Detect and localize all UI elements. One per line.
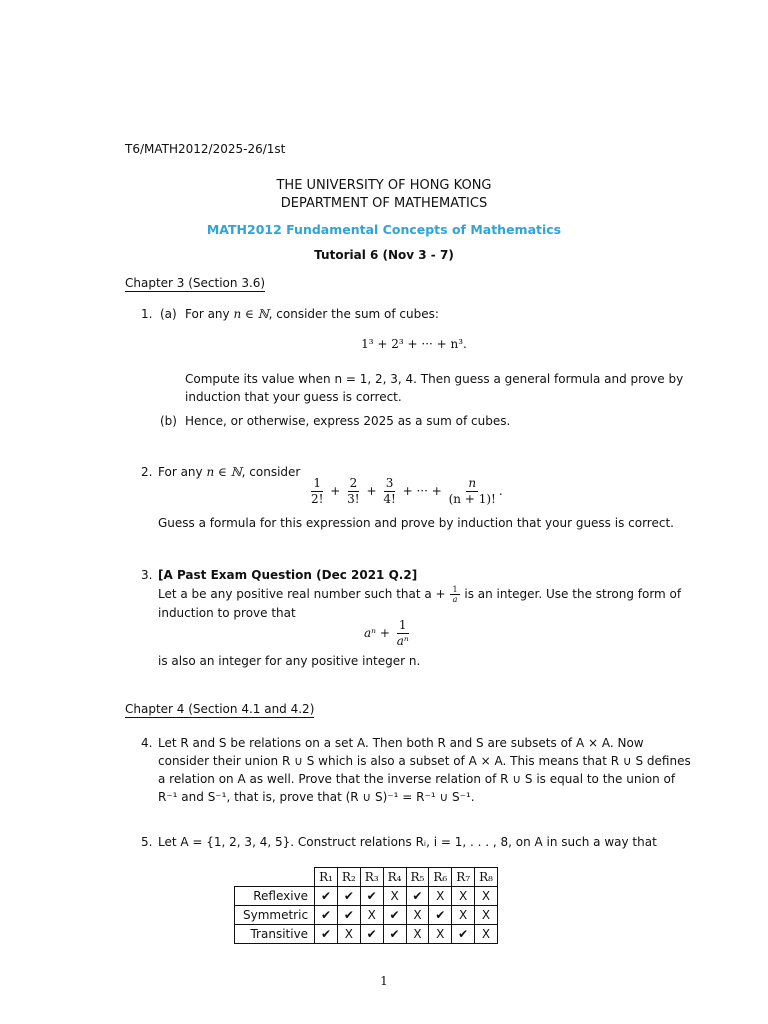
q2-term-2: $\frac{2}{3!}$ <box>347 476 360 506</box>
q3-line-2: induction to prove that <box>158 606 296 620</box>
q3-formula: aⁿ + $\frac{1}{\text{aⁿ}}$ <box>364 618 409 648</box>
table-cell: X <box>429 925 452 944</box>
table-row-label: Symmetric <box>235 906 315 925</box>
table-cell: X <box>475 887 498 906</box>
q2-term-1: $\frac{1}{2!}$ <box>311 476 324 506</box>
table-header-cell: R₂ <box>337 868 360 887</box>
table-header-cell: R₇ <box>452 868 475 887</box>
table-cell: X <box>337 925 360 944</box>
table-header-cell: R₄ <box>383 868 406 887</box>
table-row <box>235 925 498 944</box>
table-header-cell: R₁ <box>315 868 338 887</box>
q3-number: 3. <box>141 568 153 582</box>
q4-number: 4. <box>141 736 153 750</box>
table-cell: ✔ <box>315 925 338 944</box>
q2-number: 2. <box>141 465 153 479</box>
table-cell: X <box>429 887 452 906</box>
table-cell: X <box>406 906 429 925</box>
table-cell: X <box>383 887 406 906</box>
table-row-label: Transitive <box>235 925 315 944</box>
q1a-label: (a) <box>160 307 177 321</box>
q3-title: [A Past Exam Question (Dec 2021 Q.2] <box>158 568 418 582</box>
table-cell: X <box>452 906 475 925</box>
q3-formula-fraction: $\frac{1}{\text{aⁿ}}$ <box>396 618 409 648</box>
q1-number: 1. <box>141 307 153 321</box>
table-cell: ✔ <box>406 887 429 906</box>
table-cell: X <box>475 906 498 925</box>
q1a-intro: For any n ∈ ℕ, consider the sum of cubes: <box>185 307 439 321</box>
q3-inline-fraction: $\frac{1}{a}$ <box>452 585 458 604</box>
q3-line-1: Let a be any positive real number such that a + $\frac{1}{a}$ is an integer. Use the strong form of <box>158 585 682 604</box>
page-number: 1 <box>380 974 388 988</box>
q1a-formula: 1³ + 2³ + ··· + n³. <box>361 337 467 351</box>
chapter4-heading: Chapter 4 (Section 4.1 and 4.2) <box>125 702 315 716</box>
chapter3-heading: Chapter 3 (Section 3.6) <box>125 276 266 290</box>
q1b-label: (b) <box>160 414 177 428</box>
q1a-instruction-1: Compute its value when n = 1, 2, 3, 4. Then guess a general formula and prove by <box>185 372 684 386</box>
q4-line-2: consider their union R ∪ S which is also a subset of A × A. This means that R ∪ S defines <box>158 754 691 768</box>
q2-series-formula: $\frac{1}{2!}$ + $\frac{2}{3!}$ + $\frac{3}{4!}$ + ··· + $\frac{n}{(n + 1)!}$ . <box>311 476 503 506</box>
q1b-text: Hence, or otherwise, express 2025 as a sum of cubes. <box>185 414 511 428</box>
q2-last-term: $\frac{n}{(n + 1)!}$ <box>448 476 496 506</box>
table-cell: X <box>475 925 498 944</box>
table-header-cell: R₆ <box>429 868 452 887</box>
q5-line-1: Let A = {1, 2, 3, 4, 5}. Construct relations Rᵢ, i = 1, . . . , 8, on A in such a way that <box>158 835 657 849</box>
table-cell: ✔ <box>337 906 360 925</box>
q2-term-3: $\frac{3}{4!}$ <box>383 476 396 506</box>
table-row <box>235 887 498 906</box>
q1a-instruction-2: induction that your guess is correct. <box>185 390 402 404</box>
table-cell: X <box>360 906 383 925</box>
q4-line-4: R⁻¹ and S⁻¹, that is, prove that (R ∪ S)⁻¹ = R⁻¹ ∪ S⁻¹. <box>158 790 475 804</box>
table-cell: ✔ <box>337 887 360 906</box>
table-cell: ✔ <box>360 925 383 944</box>
relations-table <box>234 867 498 944</box>
q4-line-1: Let R and S be relations on a set A. Then both R and S are subsets of A × A. Now <box>158 736 644 750</box>
table-cell: ✔ <box>429 906 452 925</box>
tutorial-title: Tutorial 6 (Nov 3 - 7) <box>314 248 454 262</box>
university-name: THE UNIVERSITY OF HONG KONG <box>276 178 492 193</box>
table-row <box>235 906 498 925</box>
table-header-cell: R₅ <box>406 868 429 887</box>
table-cell: ✔ <box>383 925 406 944</box>
table-cell: ✔ <box>452 925 475 944</box>
q4-line-3: a relation on A as well. Prove that the inverse relation of R ∪ S is equal to the union of <box>158 772 676 786</box>
document-code: T6/MATH2012/2025-26/1st <box>125 142 286 156</box>
q2-intro: For any n ∈ ℕ, consider <box>158 465 301 479</box>
table-cell: ✔ <box>360 887 383 906</box>
q3-line-3: is also an integer for any positive integer n. <box>158 654 421 668</box>
table-header-cell: R₃ <box>360 868 383 887</box>
table-row-label: Reflexive <box>235 887 315 906</box>
table-header-cell: R₈ <box>475 868 498 887</box>
table-corner-cell <box>235 868 315 887</box>
table-cell: X <box>406 925 429 944</box>
department-name: DEPARTMENT OF MATHEMATICS <box>280 196 488 211</box>
table-cell: ✔ <box>315 906 338 925</box>
table-cell: ✔ <box>315 887 338 906</box>
q2-instruction: Guess a formula for this expression and prove by induction that your guess is correct. <box>158 516 674 530</box>
table-cell: X <box>452 887 475 906</box>
course-title: MATH2012 Fundamental Concepts of Mathematics <box>206 222 562 237</box>
table-cell: ✔ <box>383 906 406 925</box>
table-header-row <box>235 868 498 887</box>
q5-number: 5. <box>141 835 153 849</box>
